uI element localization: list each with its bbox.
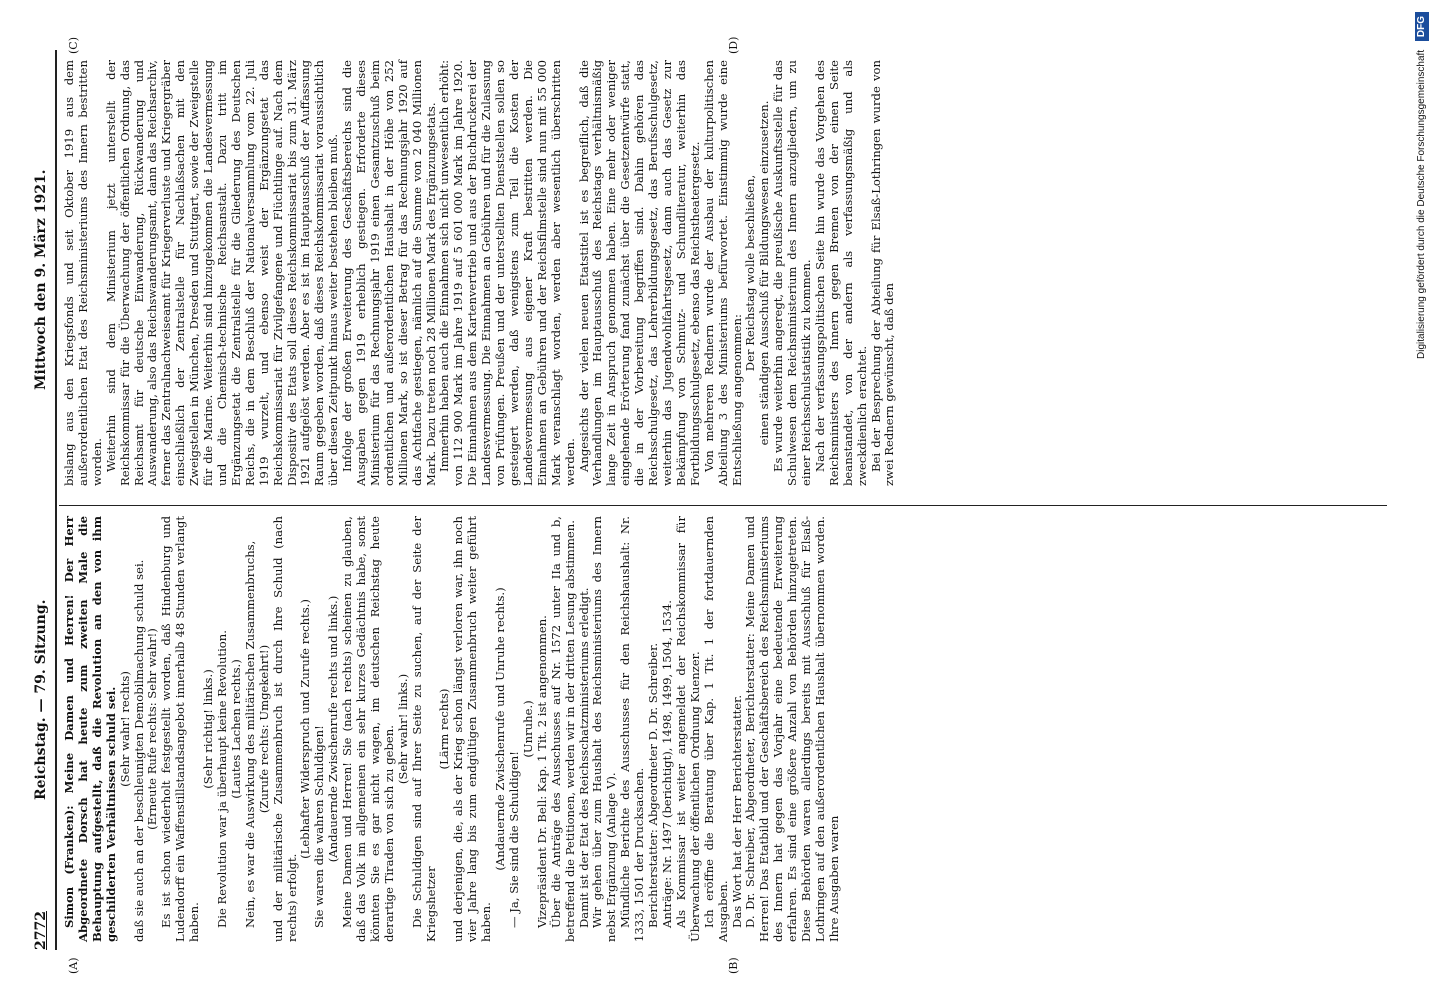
paragraph: Immerhin haben auch die Einnahmen sich nicht unwesentlich erhöht: von 112 900 Mark im Jahre 1919 auf 5 601 000 Mark im Jahre 1920. Die Einnahmen aus dem Kartenvertrieb und aus der Buchdruckerei der Landesvermessung. Die Einnahmen an Gebühren und für die Zulassung von Prüfungen. Preußen und der unterstellten Dienststellen sollen so gesteigert werden, daß wenigstens zum Teil die Kosten der Landesvermessung aus eigener Kraft bestritten werden. Die Einnahmen an Gebühren und der Reichsfilmstelle sind nun mit 55 000 Mark veranschlagt worden, werden aber wesentlich überschritten werden. — [437, 60, 577, 486]
margin-marker-d: (D) — [727, 36, 740, 54]
paragraph: Das Wort hat der Herr Berichterstatter. — [729, 694, 744, 928]
paragraph: und derjenigen, die, als der Krieg schon längst verloren war, ihn noch vier Jahre lang bis zum endgültigen Zusammenbruch weiter geführt haben. — [451, 516, 494, 942]
paragraph: Die Revolution war ja überhaupt keine Revolution. — [214, 630, 229, 928]
digitization-note: Digitalisierung gefördert durch die Deutsche Forschungsgemeinschaft — [1416, 49, 1427, 359]
header-right: Mittwoch den 9. März 1921. — [33, 169, 49, 390]
paragraph: Es ist schon wiederholt festgestellt worden, daß Hindenburg und Ludendorff ein Waffenstillstandsangebot innerhalb 48 Stunden verlangt haben. — [159, 516, 202, 942]
paragraph: Sie waren die wahren Schuldigen! — [312, 725, 327, 928]
interjection: (Zurufe rechts: Umgekehrt!) — [256, 644, 271, 814]
rotated-newspaper-page — [27, 20, 1407, 980]
paragraph: — Ja, Sie sind die Schuldigen! — [507, 751, 521, 928]
interjection: (Erneute Rufe rechts: Sehr wahr!) — [145, 628, 160, 830]
interjection: (Sehr richtig! links.) — [201, 669, 216, 789]
margin-marker-a: (A) — [67, 957, 80, 974]
paragraph: Ich eröffne die Beratung über Kap. 1 Tit. 1 der fortdauernden Ausgaben. — [701, 516, 730, 942]
paragraph: Infolge der großen Erweiterung des Geschäftsbereichs sind die Ausgaben gegen 1919 erheblich gestiegen. Erforderte dieses Ministerium für das Rechnungsjahr 1919 einen Gesamtzuschuß beim ordentlichen und außerordentlichen Haushalt in der Höhe von 252 Millionen Mark, so ist dieser Betrag für das Rechnungsjahr 1920 auf das Achtfache gestiegen, nämlich auf die Summe von 2 040 Millionen Mark. Dazu treten noch 28 Millionen Mark des Ergänzungsetats. — [340, 60, 438, 486]
paragraph: Angesichts der vielen neuen Etatstitel ist es begreiflich, daß die Verhandlungen im Hauptausschuß des Reichstags verhältnismäßig lange Zeit in Anspruch genommen haben. Eine mehr oder weniger eingehende Erörterung fand zunächst über die Gesetzentwürfe statt, die in der Vorbereitung begriffen sind. Dahin gehören das Reichsschulgesetz, das Lehrerbildungsgesetz, das Berufsschulgesetz, weiterhin das Jugendwohlfahrtsgesetz, dann auch das Gesetz zur Bekämpfung von Schmutz- und Schundliteratur, weiterhin das Fortbildungsschulgesetz, ebenso das Reichstheatergesetz. — [576, 60, 702, 486]
interjection: (Andauernde Zwischenrufe rechts und links.) — [326, 595, 341, 863]
paragraph: daß sie auch an der beschleunigten Demobilmachung schuld sei. — [131, 559, 146, 942]
dfg-logo: DFG — [1415, 12, 1429, 41]
paragraph: Bei der Besprechung der Abteilung für Elsaß-Lothringen wurde von zwei Rednern gewünscht, daß den — [868, 60, 897, 486]
paragraph: und der militärische Zusammenbruch ist durch Ihre Schuld (nach rechts) erfolgt. — [270, 516, 299, 942]
paragraph: Vizepräsident Dr. Bell: Kap. 1 Tit. 2 ist angenommen. — [534, 615, 549, 928]
paragraph: Berichterstatter: Abgeordneter D. Dr. Schreiber. — [646, 642, 661, 928]
paragraph: Nach der verfassungspolitischen Seite hin wurde das Vorgehen des Reichsministers des Innern gegen Bremen von der einen Seite beanstandet, von der andern als verfassungsmäßig und als zweckdienlich erachtet. — [812, 60, 869, 486]
margin-marker-b: (B) — [727, 957, 740, 974]
paragraph: Anträge: Nr. 1497 (berichtigt), 1498, 1499, 1504, 1534. — [659, 600, 674, 928]
paragraph: Simon (Franken): Meine Damen und Herren! Der Herr Abgeordnete Dorsch hat heute zum zweiten Male die Behauptung aufgestellt, daß die Revolution an den von ihm geschilderten Verhältnissen schuld sei. — [62, 516, 118, 942]
interjection: (Lebhafter Widerspruch und Zurufe rechts.) — [298, 599, 313, 859]
margin-marker-c: (C) — [67, 37, 80, 54]
paragraph: Von mehreren Rednern wurde der Ausbau der kulturpolitischen Abteilung 3 des Ministeriums befürwortet. Einstimmig wurde eine Entschließung angenommen: — [701, 60, 744, 486]
header-rule — [55, 50, 57, 950]
left-column — [63, 516, 842, 942]
interjection: (Lärm rechts) — [437, 688, 452, 770]
right-column — [63, 60, 897, 486]
interjection: (Sehr wahr! rechts) — [117, 671, 132, 787]
paragraph: Wir gehen über zum Haushalt des Reichsministeriums des Innern nebst Ergänzung (Anlage V). — [590, 516, 619, 942]
paragraph: bislang aus den Kriegsfonds und seit Oktober 1919 aus dem außerordentlichen Etat des Reichsministeriums des Innern bestritten worden. — [62, 60, 104, 486]
interjection: Der Reichstag wolle beschließen, — [743, 174, 758, 372]
paragraph: Nein, es war die Auswirkung des militärischen Zusammenbruchs, — [242, 540, 257, 928]
paragraph: Meine Damen und Herren! Sie (nach rechts) scheinen zu glauben, daß das Volk im allgemeinen ein sehr kurzes Gedächtnis habe, sonst könnten Sie es gar nicht wagen, im deutschen Reichstag heute derartige Tiraden von sich zu geben. — [340, 516, 396, 942]
paragraph: Weiterhin sind dem Ministerium jetzt unterstellt der Reichskommissar für die Überwachung der öffentlichen Ordnung, das Reichsamt für deutsche Einwanderung, Rückwanderung und Auswanderung, also das Reichswanderungsamt, dann das Reichsarchiv, ferner das Zentralnachweiseamt für Kriegerverluste und Kriegergräber einschließlich der Zentralstelle für Nachlaßsachen mit den Zweigstellen in München, Dresden und Stuttgart, sowie der Zweigstelle für die Marine. Weiterhin sind hinzugekommen die Landesvermessung und die Chemisch-technische Reichsanstalt. Dazu tritt im Ergänzungsetat die Zentralstelle für die Gliederung des Deutschen Reichs, die in dem Beschluß der Nationalversammlung vom 22. Juli 1919 wurzelt, und ebenso weist der Ergänzungsetat das Reichskommissariat für Zivilgefangene und Flüchtlinge auf. Nach dem Dispositiv des Etats soll dieses Reichskommissariat bis zum 31. März 1921 aufgelöst werden. Aber es ist im Hauptausschuß der Auffassung Raum gegeben worden, daß dieses Reichskommissariat voraussichtlich über diesen Zeitpunkt hinaus weiter bestehen bleiben muß. — [103, 60, 341, 486]
paragraph: Die Schuldigen sind auf Ihrer Seite zu suchen, auf der Seite der Kriegshetzer — [409, 516, 438, 942]
page-number: 2772 — [33, 911, 49, 950]
interjection: (Andauernde Zwischenrufe und Unruhe rechts.) — [493, 587, 508, 871]
paragraph: Als Kommissar ist weiter angemeldet der Reichskommissar für Überwachung der öffentlichen Ordnung Kuenzer. — [673, 516, 702, 942]
paragraph: D. Dr. Schreiber, Abgeordneter, Berichterstatter: Meine Damen und Herren! Das Etatbild und der Geschäftsbereich des Reichsministeriums des Innern hat gegen das Vorjahr eine bedeutende Erweiterung erfahren. Es sind eine größere Anzahl von Behörden hinzugetreten. Diese Behörden waren allerdings bereits mit Ausschluß für Elsaß-Lothringen auf den außerordentlichen Haushalt übernommen worden. Ihre Ausgaben waren — [743, 516, 841, 942]
page-header — [33, 50, 55, 950]
column-divider — [59, 505, 1387, 506]
paragraph: Mündliche Berichte des Ausschusses für den Reichshaushalt: Nr. 1333, 1501 der Drucksachen. — [618, 516, 647, 942]
paragraph: Es wurde weiterhin angeregt, die preußische Auskunftsstelle für das Schulwesen dem Reichsministerium des Innern anzugliedern, um zu einer Reichsschulstatistik zu kommen. — [771, 60, 814, 486]
interjection: einen ständigen Ausschuß für Bildungswesen einzusetzen. — [757, 100, 772, 446]
digitization-credit — [1412, 8, 1432, 992]
paragraph: Über die Anträge des Ausschusses auf Nr. 1572 unter IIa und b, betreffend die Petitionen, werden wir in der dritten Lesung abstimmen. — [548, 516, 577, 942]
interjection: (Unruhe.) — [520, 700, 535, 758]
interjection: (Lautes Lachen rechts.) — [228, 659, 243, 799]
paragraph: Damit ist der Etat des Reichsschatzministeriums erledigt. — [576, 587, 591, 928]
interjection: (Sehr wahr! links.) — [395, 673, 410, 785]
header-left: Reichstag. — 79. Sitzung. — [33, 599, 49, 800]
